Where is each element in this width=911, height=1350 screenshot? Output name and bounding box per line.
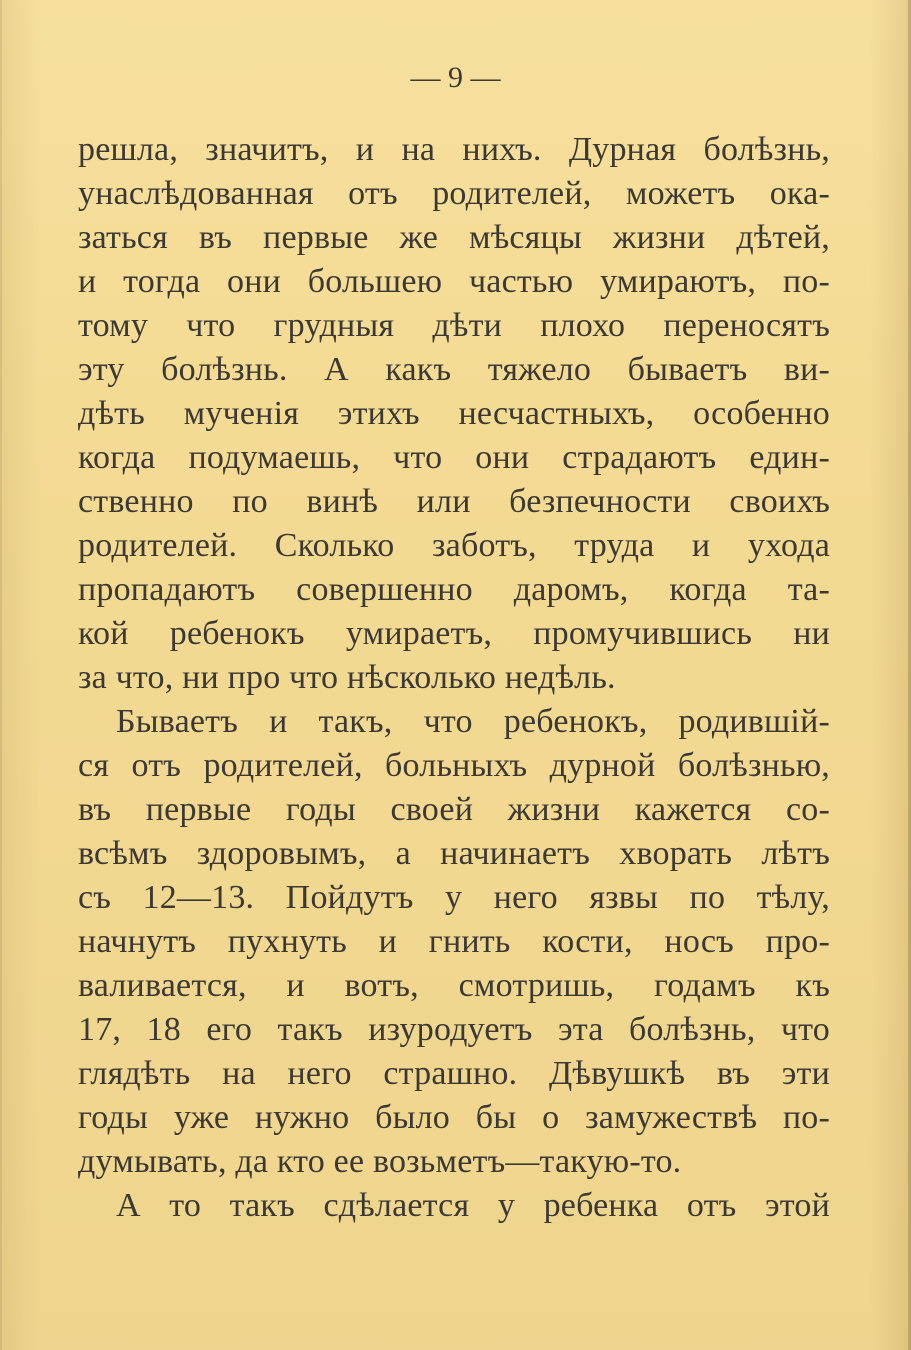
text-line: родителей. Сколько заботъ, труда и ухода: [78, 527, 830, 564]
paragraph: [78, 128, 830, 700]
text-line: и тогда они большею частью умираютъ, по-: [78, 263, 830, 300]
paragraph: [78, 1184, 830, 1228]
text-line: А то такъ сдѣлается у ребенка отъ этой: [116, 1187, 830, 1224]
text-line: кой ребенокъ умираетъ, промучившись ни: [78, 615, 830, 652]
text-line: въ первые годы своей жизни кажется со-: [78, 791, 830, 828]
text-line: за что, ни про что нѣсколько недѣль.: [78, 659, 616, 696]
text-line: валивается, и вотъ, смотришь, годамъ къ: [78, 967, 830, 1004]
text-line: когда подумаешь, что они страдаютъ един-: [78, 439, 830, 476]
text-line: решла, значитъ, и на нихъ. Дурная болѣзнь,: [78, 131, 830, 168]
text-line: унаслѣдованная отъ родителей, можетъ ока-: [78, 175, 830, 212]
text-line: эту болѣзнь. А какъ тяжело бываетъ ви-: [78, 351, 830, 388]
text-line: съ 12—13. Пойдутъ у него язвы по тѣлу,: [78, 879, 830, 916]
text-line: годы уже нужно было бы о замужествѣ по-: [78, 1099, 830, 1136]
text-line: Бываетъ и такъ, что ребенокъ, родившій-: [116, 703, 830, 740]
text-line: думывать, да кто ее возьметъ—такую-то.: [78, 1143, 682, 1180]
page-number: — 9 —: [410, 61, 501, 94]
text-line: дѣть мученія этихъ несчастныхъ, особенно: [78, 395, 830, 432]
text-line: всѣмъ здоровымъ, а начинаетъ хворать лѣтъ: [78, 835, 830, 872]
text-line: начнутъ пухнуть и гнить кости, носъ про-: [78, 923, 830, 960]
paragraph: [78, 700, 830, 1184]
text-line: ственно по винѣ или безпечности своихъ: [78, 483, 830, 520]
page-body: [78, 128, 830, 1228]
text-line: пропадаютъ совершенно даромъ, когда та-: [78, 571, 830, 608]
text-line: глядѣть на него страшно. Дѣвушкѣ въ эти: [78, 1055, 830, 1092]
text-line: ся отъ родителей, больныхъ дурной болѣзнью,: [78, 747, 830, 784]
text-line: 17, 18 его такъ изуродуетъ эта болѣзнь, что: [78, 1011, 830, 1048]
text-line: тому что грудныя дѣти плохо переносятъ: [78, 307, 830, 344]
text-line: заться въ первые же мѣсяцы жизни дѣтей,: [78, 219, 830, 256]
